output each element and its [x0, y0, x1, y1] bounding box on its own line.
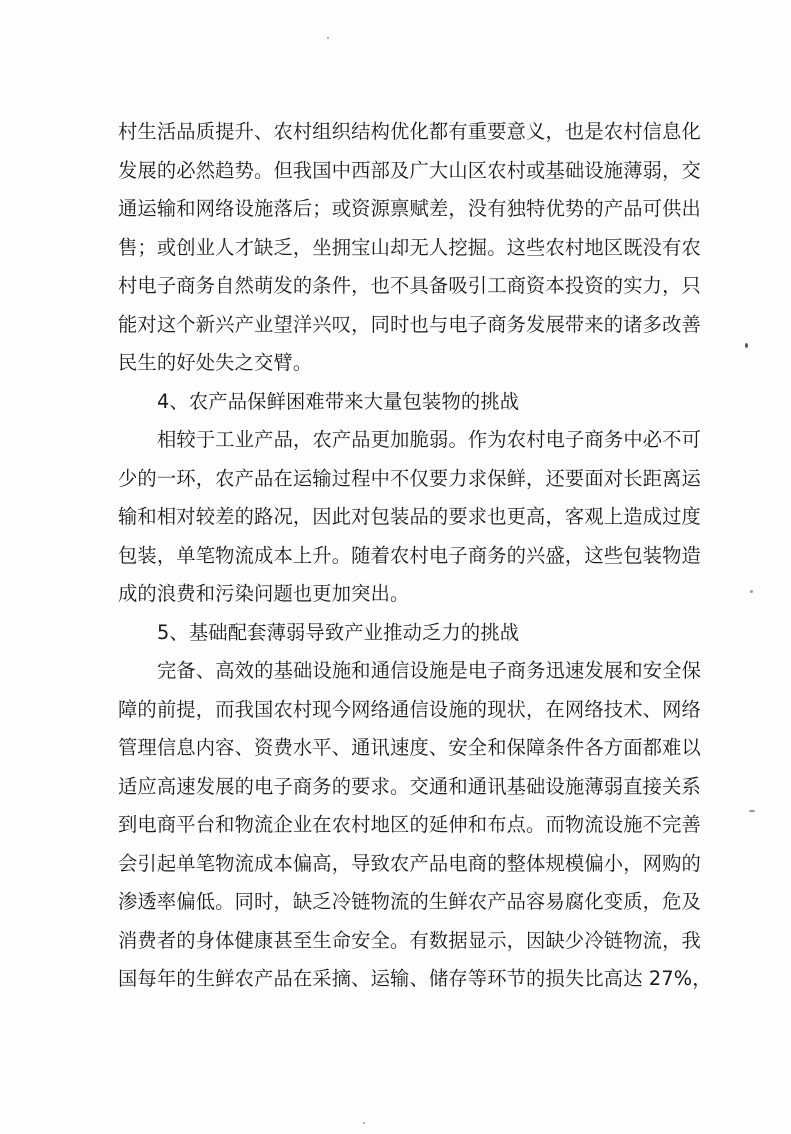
- scan-speck: [363, 1122, 365, 1124]
- section-heading: 4、农产品保鲜困难带来大量包装物的挑战: [157, 389, 520, 413]
- text-line: 发展的必然趋势。但我国中西部及广大山区农村或基础设施薄弱，交: [118, 158, 701, 182]
- scan-speck: [749, 810, 755, 812]
- text-line: 消费者的身体健康甚至生命安全。有数据显示，因缺少冷链物流，我: [118, 928, 701, 952]
- scan-speck: [327, 37, 329, 39]
- text-line: 输和相对较差的路况，因此对包装品的要求也更高，客观上造成过度: [118, 505, 701, 528]
- text-line: 通运输和网络设施落后；或资源禀赋差，没有独特优势的产品可供出: [118, 197, 701, 220]
- scan-speck: [750, 590, 753, 593]
- text-line: 村生活品质提升、农村组织结构优化都有重要意义，也是农村信息化: [118, 120, 701, 143]
- paragraph-first-line: 相较于工业产品，农产品更加脆弱。作为农村电子商务中必不可: [157, 428, 702, 451]
- body-text: [118, 113, 712, 999]
- text-line: 成的浪费和污染问题也更加突出。: [118, 582, 410, 605]
- text-line: 售；或创业人才缺乏，坐拥宝山却无人挖掘。这些农村地区既没有农: [118, 235, 701, 259]
- text-line: 少的一环，农产品在运输过程中不仅要力求保鲜，还要面对长距离运: [118, 466, 701, 490]
- text-line: 能对这个新兴产业望洋兴叹，同时也与电子商务发展带来的诸多改善: [118, 312, 701, 336]
- paragraph-first-line: 完备、高效的基础设施和通信设施是电子商务迅速发展和安全保: [157, 659, 702, 682]
- text-line: 管理信息内容、资费水平、通讯速度、安全和保障条件各方面都难以: [118, 736, 701, 759]
- text-line: 民生的好处失之交臂。: [118, 351, 313, 374]
- text-line: 包装，单笔物流成本上升。随着农村电子商务的兴盛，这些包装物造: [118, 543, 701, 567]
- text-line: 会引起单笔物流成本偏高，导致农产品电商的整体规模偏小，网购的: [118, 851, 701, 875]
- scan-speck: [745, 343, 748, 348]
- section-heading: 5、基础配套薄弱导致产业推动乏力的挑战: [157, 620, 520, 644]
- text-line: 障的前提，而我国农村现今网络通信设施的现状，在网络技术、网络: [118, 697, 701, 721]
- text-line: 国每年的生鲜农产品在采摘、运输、储存等环节的损失比高达 27%，: [118, 967, 712, 990]
- text-line: 村电子商务自然萌发的条件，也不具备吸引工商资本投资的实力，只: [118, 274, 701, 297]
- text-line: 渗透率偏低。同时，缺乏冷链物流的生鲜农产品容易腐化变质，危及: [118, 890, 701, 913]
- text-line: 适应高速发展的电子商务的要求。交通和通讯基础设施薄弱直接关系: [118, 774, 701, 798]
- text-line: 到电商平台和物流企业在农村地区的延伸和布点。而物流设施不完善: [118, 813, 701, 836]
